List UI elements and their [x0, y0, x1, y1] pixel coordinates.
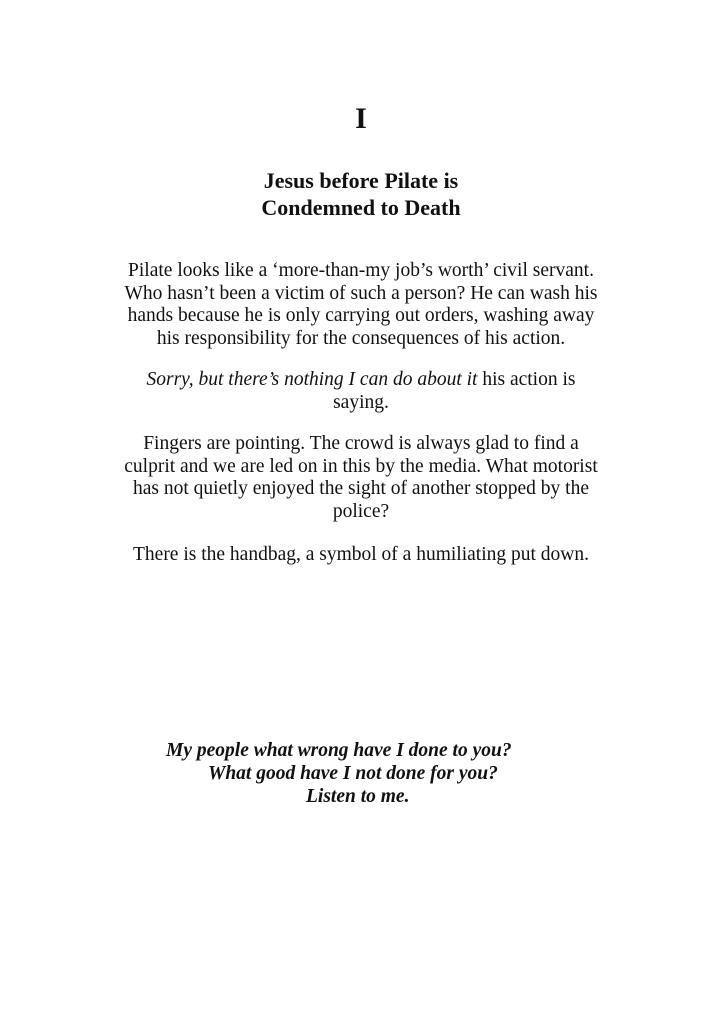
title-line: Condemned to Death	[261, 195, 461, 220]
station-numeral: I	[355, 102, 367, 135]
paragraph-line: has not quietly enjoyed the sight of another stopped by the	[133, 478, 589, 499]
paragraph-line: There is the handbag, a symbol of a humiliating put down.	[133, 544, 589, 565]
closing-reproaches	[0, 739, 722, 808]
paragraph-line: Fingers are pointing. The crowd is always glad to find a	[143, 433, 579, 454]
paragraph-pilate	[96, 260, 626, 350]
closing-line: What good have I not done for you?	[208, 763, 498, 784]
paragraph-line: Who hasn’t been a victim of such a person? He can wash his	[124, 282, 598, 304]
paragraph-text: his action is	[477, 369, 576, 390]
paragraph-handbag	[96, 544, 626, 567]
closing-line: My people what wrong have I done to you?	[166, 740, 512, 761]
paragraph-sorry	[96, 369, 626, 414]
paragraph-line: Pilate looks like a ‘more-than-my job’s worth’ civil servant.	[128, 260, 594, 281]
title-line: Jesus before Pilate is	[263, 168, 459, 193]
paragraph-line: saying.	[333, 391, 389, 413]
paragraph-fingers	[96, 433, 626, 523]
paragraph-line: his responsibility for the consequences of his action.	[156, 327, 566, 349]
closing-line: Listen to me.	[306, 786, 410, 807]
italic-phrase: Sorry, but there’s nothing I can do about it	[146, 369, 478, 390]
paragraph-line: hands because he is only carrying out orders, washing away	[127, 305, 595, 326]
paragraph-line: culprit and we are led on in this by the media. What motorist	[124, 455, 598, 477]
paragraph-line: police?	[332, 500, 390, 522]
paragraph-line	[96, 369, 626, 392]
station-title	[0, 167, 722, 221]
